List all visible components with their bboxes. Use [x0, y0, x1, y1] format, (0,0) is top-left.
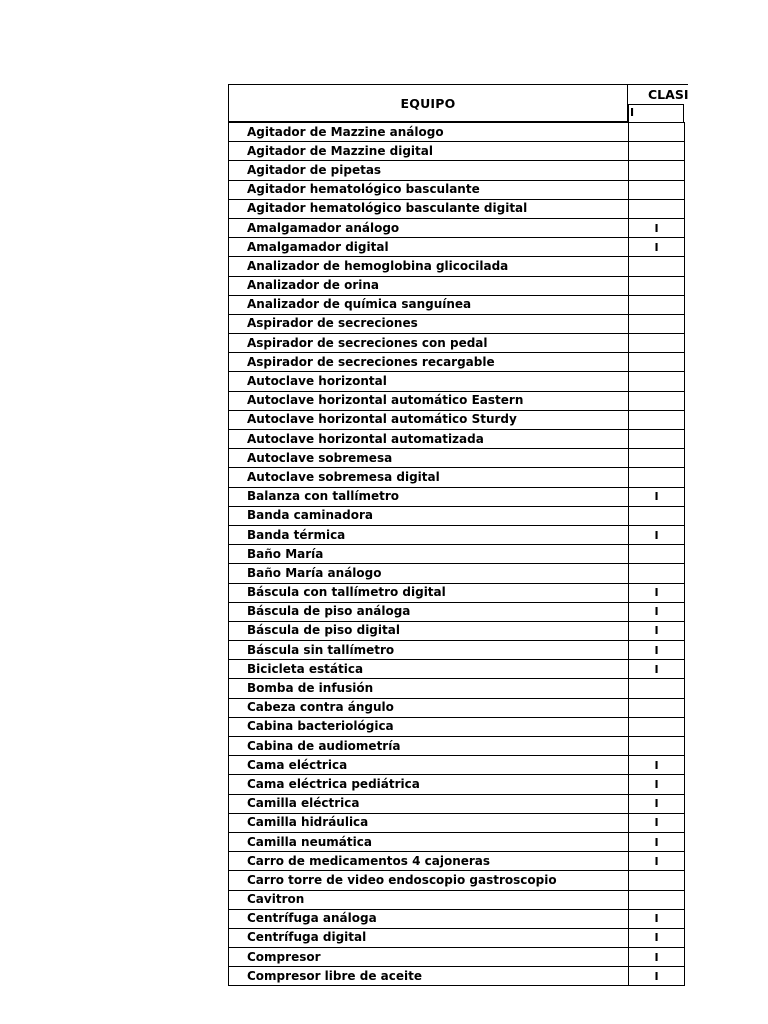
- equipment-name-cell: Camilla hidráulica: [229, 813, 629, 832]
- classification-cell: I: [629, 909, 685, 928]
- table-row: [229, 679, 685, 698]
- table-row: [229, 314, 685, 333]
- classification-cell: I: [629, 660, 685, 679]
- table-row: [229, 871, 685, 890]
- table-row: [229, 909, 685, 928]
- table-row: [229, 737, 685, 756]
- table-row: [229, 257, 685, 276]
- equipment-name-cell: Banda térmica: [229, 525, 629, 544]
- header-equipo: EQUIPO: [228, 84, 628, 122]
- classification-cell: [629, 180, 685, 199]
- table-row: [229, 794, 685, 813]
- header-clasificacion: CLASI: [628, 84, 688, 104]
- table-row: [229, 199, 685, 218]
- equipment-name-cell: Autoclave sobremesa digital: [229, 468, 629, 487]
- classification-cell: [629, 564, 685, 583]
- equipment-name-cell: Compresor: [229, 948, 629, 967]
- table-row: [229, 660, 685, 679]
- equipment-name-cell: Carro torre de video endoscopio gastroscopio: [229, 871, 629, 890]
- equipment-name-cell: Analizador de orina: [229, 276, 629, 295]
- classification-cell: I: [629, 775, 685, 794]
- classification-cell: I: [629, 602, 685, 621]
- equipment-name-cell: Amalgamador análogo: [229, 218, 629, 237]
- classification-cell: [629, 737, 685, 756]
- equipment-name-cell: Centrífuga análoga: [229, 909, 629, 928]
- table-row: [229, 391, 685, 410]
- table-row: [229, 218, 685, 237]
- classification-cell: [629, 353, 685, 372]
- equipment-name-cell: Agitador de Mazzine análogo: [229, 123, 629, 142]
- table-row: [229, 430, 685, 449]
- classification-cell: I: [629, 967, 685, 986]
- equipment-name-cell: Agitador de Mazzine digital: [229, 142, 629, 161]
- equipment-name-cell: Baño María análogo: [229, 564, 629, 583]
- equipment-name-cell: Cama eléctrica pediátrica: [229, 775, 629, 794]
- equipment-name-cell: Cabeza contra ángulo: [229, 698, 629, 717]
- classification-cell: [629, 391, 685, 410]
- classification-cell: I: [629, 794, 685, 813]
- table-row: [229, 775, 685, 794]
- table-row: [229, 813, 685, 832]
- classification-cell: [629, 295, 685, 314]
- equipment-name-cell: Cabina de audiometría: [229, 737, 629, 756]
- classification-cell: I: [629, 928, 685, 947]
- classification-cell: I: [629, 218, 685, 237]
- equipment-name-cell: Báscula de piso digital: [229, 621, 629, 640]
- table-row: [229, 161, 685, 180]
- classification-cell: [629, 161, 685, 180]
- equipment-name-cell: Cavitron: [229, 890, 629, 909]
- table-row: [229, 449, 685, 468]
- header-class-subcolumn: I: [628, 104, 684, 122]
- table-row: [229, 928, 685, 947]
- table-row: [229, 123, 685, 142]
- equipment-name-cell: Autoclave horizontal automático Eastern: [229, 391, 629, 410]
- equipment-name-cell: Agitador hematológico basculante digital: [229, 199, 629, 218]
- table-row: [229, 832, 685, 851]
- table-row: [229, 602, 685, 621]
- equipment-name-cell: Autoclave sobremesa: [229, 449, 629, 468]
- table-row: [229, 506, 685, 525]
- classification-cell: [629, 871, 685, 890]
- equipment-name-cell: Amalgamador digital: [229, 238, 629, 257]
- equipment-name-cell: Autoclave horizontal automático Sturdy: [229, 410, 629, 429]
- classification-cell: [629, 717, 685, 736]
- equipment-name-cell: Compresor libre de aceite: [229, 967, 629, 986]
- table-row: [229, 756, 685, 775]
- table-row: [229, 641, 685, 660]
- table-row: [229, 852, 685, 871]
- classification-cell: [629, 449, 685, 468]
- table-row: [229, 295, 685, 314]
- table-row: [229, 487, 685, 506]
- classification-cell: I: [629, 813, 685, 832]
- classification-cell: [629, 199, 685, 218]
- equipment-name-cell: Báscula sin tallímetro: [229, 641, 629, 660]
- table-row: [229, 410, 685, 429]
- equipment-name-cell: Carro de medicamentos 4 cajoneras: [229, 852, 629, 871]
- classification-cell: [629, 276, 685, 295]
- equipment-name-cell: Báscula de piso análoga: [229, 602, 629, 621]
- table-row: [229, 525, 685, 544]
- equipment-name-cell: Camilla eléctrica: [229, 794, 629, 813]
- classification-cell: I: [629, 238, 685, 257]
- equipment-name-cell: Baño María: [229, 545, 629, 564]
- table-row: [229, 334, 685, 353]
- classification-cell: [629, 123, 685, 142]
- classification-cell: I: [629, 852, 685, 871]
- equipment-name-cell: Autoclave horizontal: [229, 372, 629, 391]
- table-row: [229, 545, 685, 564]
- equipment-name-cell: Bicicleta estática: [229, 660, 629, 679]
- equipment-name-cell: Cabina bacteriológica: [229, 717, 629, 736]
- classification-cell: I: [629, 756, 685, 775]
- classification-cell: [629, 410, 685, 429]
- equipment-name-cell: Analizador de química sanguínea: [229, 295, 629, 314]
- table-row: [229, 717, 685, 736]
- equipment-name-cell: Aspirador de secreciones: [229, 314, 629, 333]
- classification-cell: [629, 468, 685, 487]
- classification-cell: [629, 142, 685, 161]
- classification-cell: [629, 506, 685, 525]
- table-row: [229, 276, 685, 295]
- table-row: [229, 698, 685, 717]
- equipment-name-cell: Báscula con tallímetro digital: [229, 583, 629, 602]
- equipment-table: [228, 84, 768, 983]
- table-row: [229, 238, 685, 257]
- equipment-name-cell: Bomba de infusión: [229, 679, 629, 698]
- classification-cell: I: [629, 487, 685, 506]
- equipment-name-cell: Cama eléctrica: [229, 756, 629, 775]
- classification-cell: I: [629, 948, 685, 967]
- equipment-name-cell: Banda caminadora: [229, 506, 629, 525]
- equipment-name-cell: Camilla neumática: [229, 832, 629, 851]
- equipment-rows: [228, 122, 685, 986]
- classification-cell: [629, 698, 685, 717]
- table-row: [229, 142, 685, 161]
- classification-cell: I: [629, 641, 685, 660]
- table-row: [229, 621, 685, 640]
- classification-cell: [629, 334, 685, 353]
- classification-cell: I: [629, 583, 685, 602]
- equipment-name-cell: Aspirador de secreciones recargable: [229, 353, 629, 372]
- classification-cell: I: [629, 621, 685, 640]
- table-row: [229, 564, 685, 583]
- equipment-name-cell: Agitador hematológico basculante: [229, 180, 629, 199]
- equipment-name-cell: Balanza con tallímetro: [229, 487, 629, 506]
- classification-cell: [629, 430, 685, 449]
- equipment-name-cell: Aspirador de secreciones con pedal: [229, 334, 629, 353]
- table-row: [229, 468, 685, 487]
- classification-cell: [629, 679, 685, 698]
- classification-cell: [629, 314, 685, 333]
- equipment-name-cell: Agitador de pipetas: [229, 161, 629, 180]
- classification-cell: [629, 545, 685, 564]
- equipment-name-cell: Autoclave horizontal automatizada: [229, 430, 629, 449]
- classification-cell: I: [629, 832, 685, 851]
- equipment-name-cell: Analizador de hemoglobina glicocilada: [229, 257, 629, 276]
- table-row: [229, 353, 685, 372]
- classification-cell: [629, 257, 685, 276]
- classification-cell: I: [629, 525, 685, 544]
- classification-cell: [629, 890, 685, 909]
- table-row: [229, 372, 685, 391]
- table-row: [229, 967, 685, 986]
- table-row: [229, 948, 685, 967]
- table-row: [229, 890, 685, 909]
- classification-cell: [629, 372, 685, 391]
- table-row: [229, 180, 685, 199]
- table-row: [229, 583, 685, 602]
- equipment-name-cell: Centrífuga digital: [229, 928, 629, 947]
